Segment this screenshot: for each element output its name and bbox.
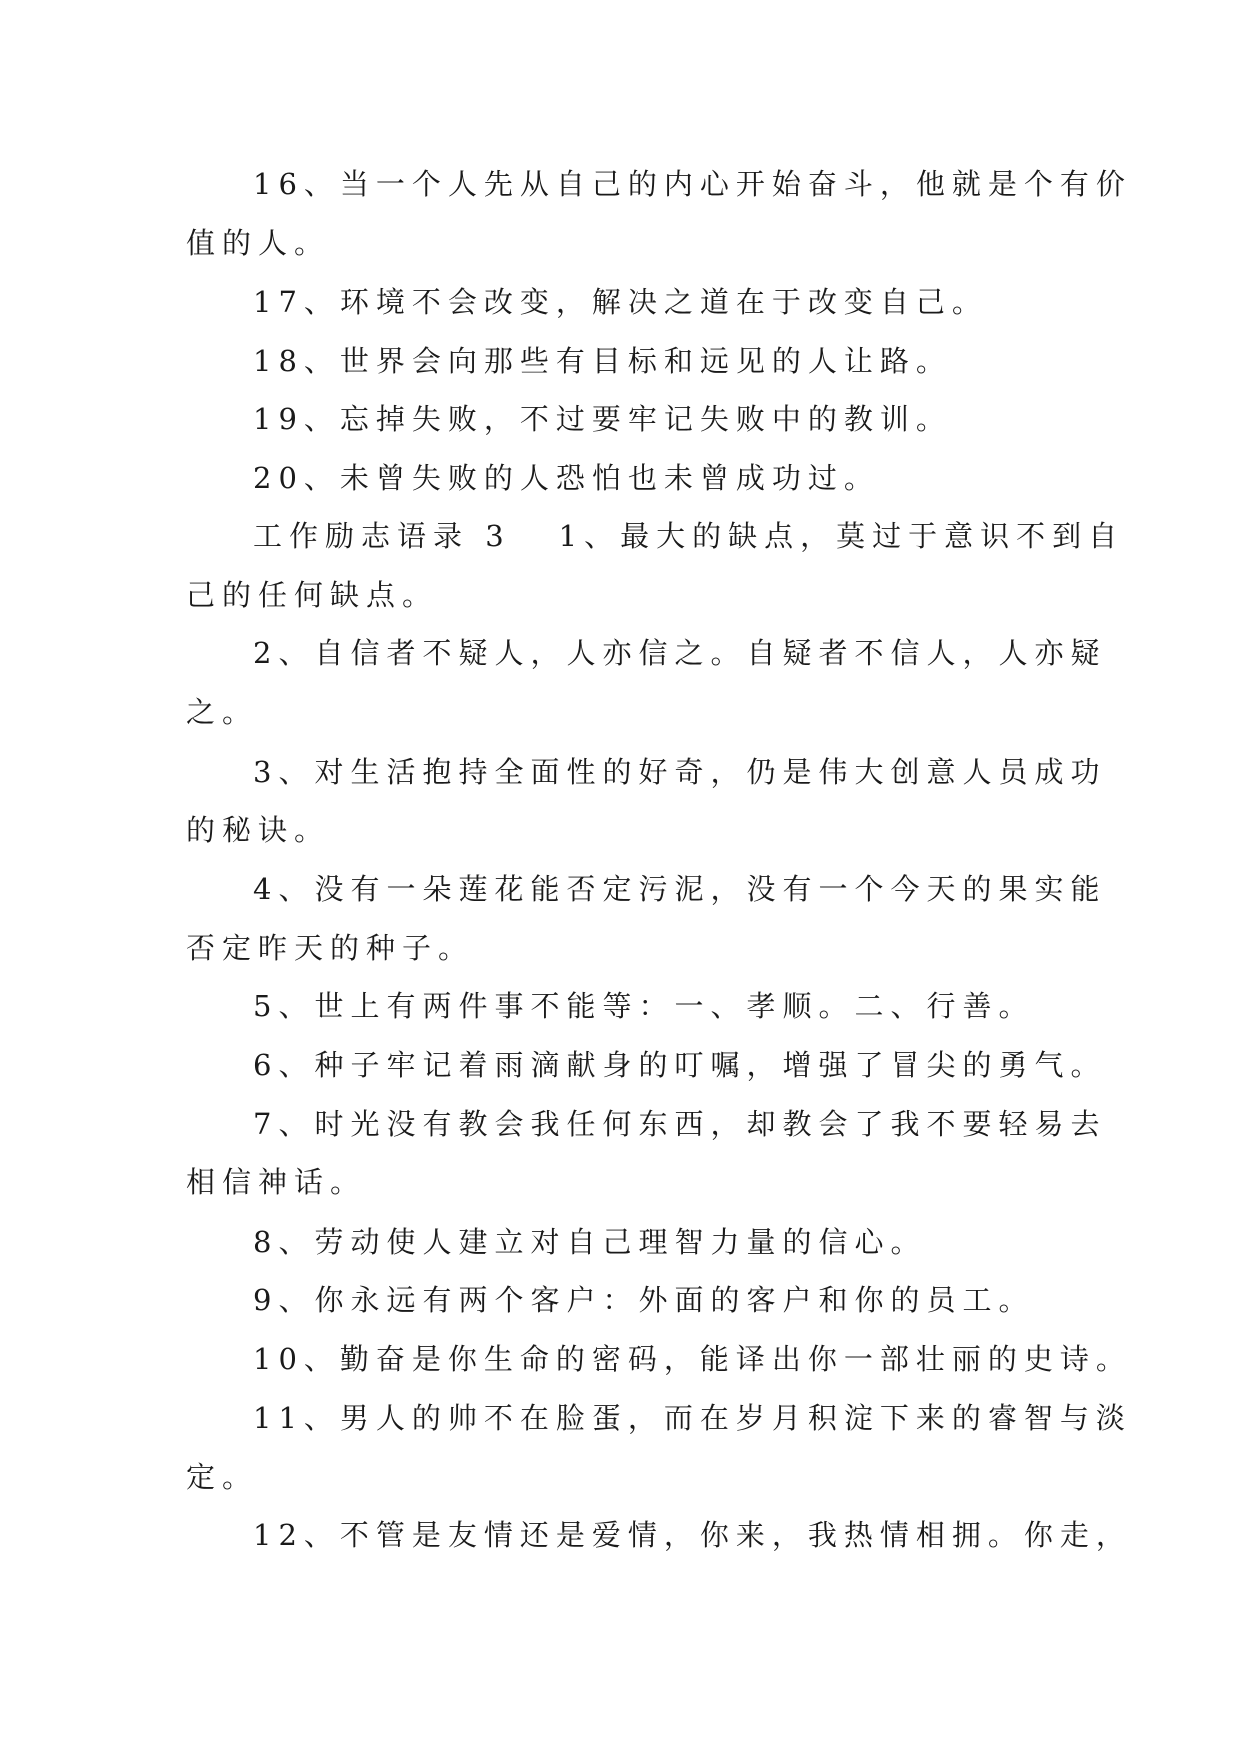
quote-1-line-2: 己的任何缺点。 xyxy=(186,578,439,612)
section-heading-line xyxy=(253,516,1133,556)
quote-19: 19、忘掉失败，不过要牢记失败中的教训。 xyxy=(253,402,952,436)
quote-2-line-2: 之。 xyxy=(186,695,259,729)
quote-8: 8、劳动使人建立对自己理智力量的信心。 xyxy=(253,1225,927,1259)
quote-9: 9、你永远有两个客户：外面的客户和你的员工。 xyxy=(253,1283,1035,1317)
quote-7-line-1: 7、时光没有教会我任何东西，却教会了我不要轻易去 xyxy=(253,1107,1107,1141)
section-heading: 工作励志语录 3 xyxy=(253,519,511,553)
quote-4-line-2: 否定昨天的种子。 xyxy=(186,931,475,965)
quote-3-line-1: 3、对生活抱持全面性的好奇，仍是伟大创意人员成功 xyxy=(253,755,1107,789)
quote-17: 17、环境不会改变，解决之道在于改变自己。 xyxy=(253,285,988,319)
quote-6: 6、种子牢记着雨滴献身的叮嘱，增强了冒尖的勇气。 xyxy=(253,1048,1107,1082)
quote-4-line-1: 4、没有一朵莲花能否定污泥，没有一个今天的果实能 xyxy=(253,872,1107,906)
quote-16-line-2: 值的人。 xyxy=(186,226,331,260)
quote-18: 18、世界会向那些有目标和远见的人让路。 xyxy=(253,344,952,378)
quote-12-line-1: 12、不管是友情还是爱情，你来，我热情相拥。你走， xyxy=(253,1518,1132,1552)
quote-3-line-2: 的秘诀。 xyxy=(186,813,331,847)
quote-1-line-1: 1、最大的缺点，莫过于意识不到自 xyxy=(558,519,1125,553)
quote-5: 5、世上有两件事不能等：一、孝顺。二、行善。 xyxy=(253,989,1035,1023)
quote-7-line-2: 相信神话。 xyxy=(186,1165,367,1199)
quote-10: 10、勤奋是你生命的密码，能译出你一部壮丽的史诗。 xyxy=(253,1342,1132,1376)
quote-2-line-1: 2、自信者不疑人，人亦信之。自疑者不信人，人亦疑 xyxy=(253,636,1107,670)
quote-16-line-1: 16、当一个人先从自己的内心开始奋斗，他就是个有价 xyxy=(253,167,1132,201)
quote-11-line-1: 11、男人的帅不在脸蛋，而在岁月积淀下来的睿智与淡 xyxy=(253,1401,1132,1435)
quote-11-line-2: 定。 xyxy=(186,1460,259,1494)
quote-20: 20、未曾失败的人恐怕也未曾成功过。 xyxy=(253,461,880,495)
